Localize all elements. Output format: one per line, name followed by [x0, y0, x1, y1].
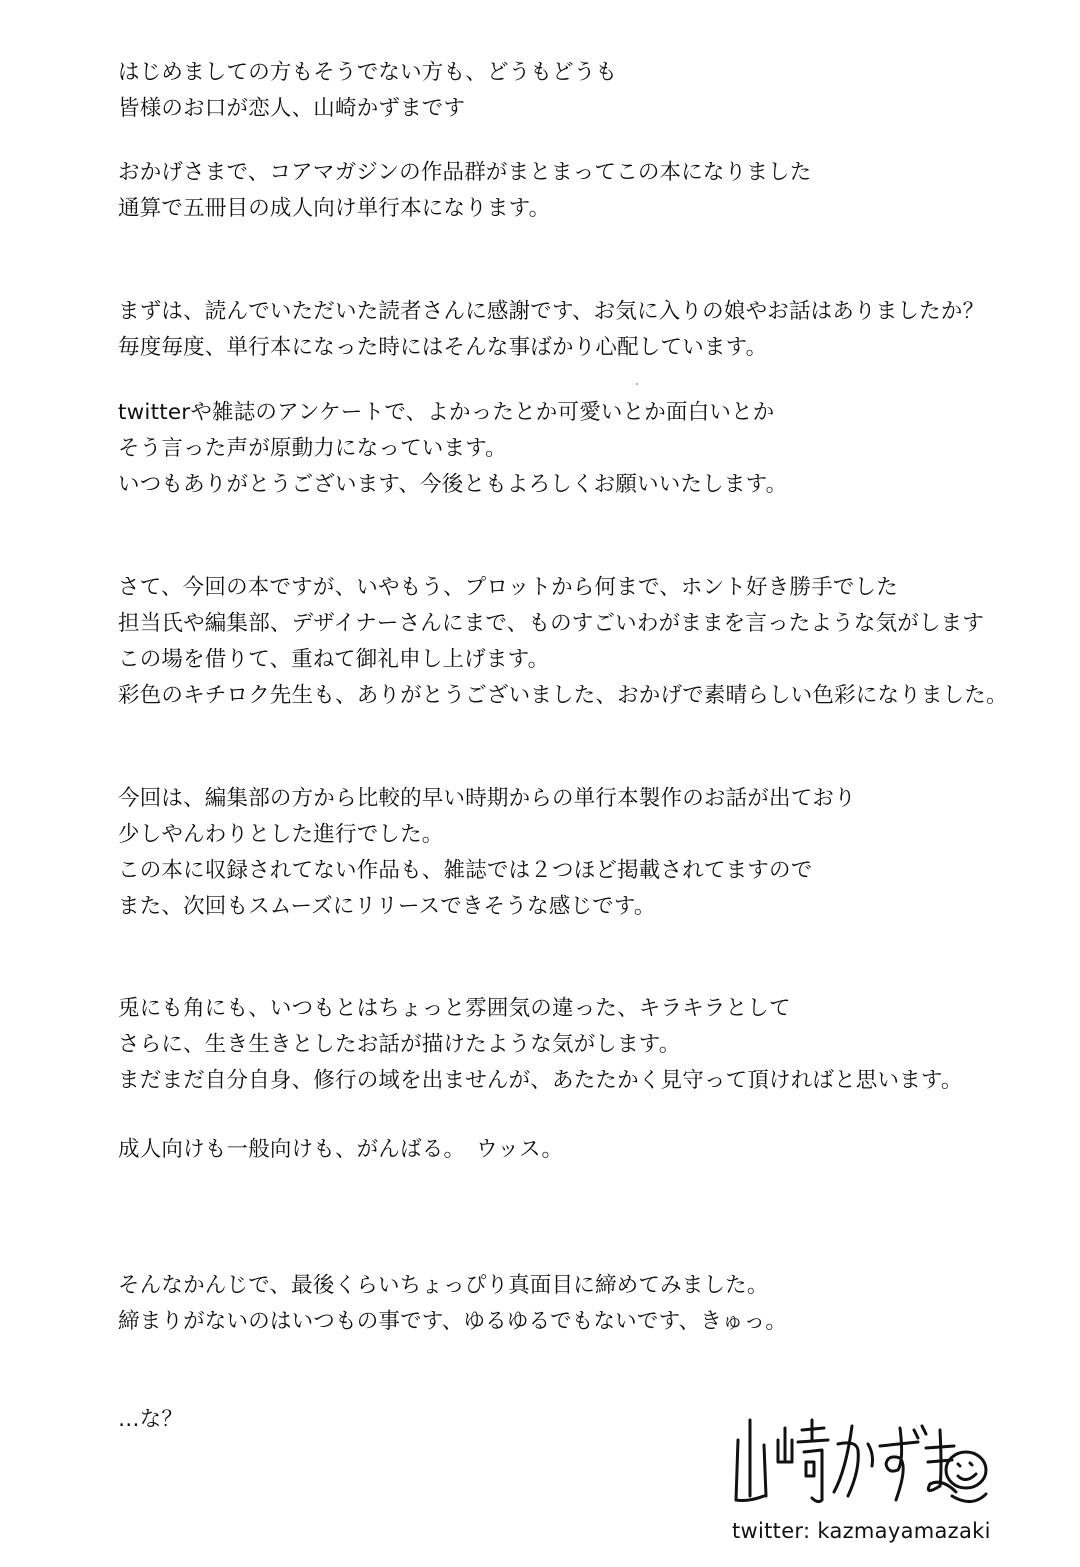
paragraph-production-thanks	[118, 570, 1008, 714]
text-line: 毎度毎度、単行本になった時にはそんな事ばかり心配しています。	[118, 335, 768, 360]
paragraph-twitter-feedback	[118, 395, 787, 503]
text-line: そう言った声が原動力になっています。	[118, 436, 507, 461]
text-line: さて、今回の本ですが、いやもう、プロットから何まで、ホント好き勝手でした	[118, 575, 898, 600]
paragraph-atmosphere	[118, 991, 963, 1099]
paragraph-greeting	[118, 55, 617, 127]
text-line: 今回は、編集部の方から比較的早い時期からの単行本製作のお話が出ており	[118, 786, 856, 811]
paragraph-book-intro	[118, 155, 811, 227]
text-line: 兎にも角にも、いつもとはちょっと雰囲気の違った、キラキラとして	[118, 996, 791, 1021]
paragraph-na	[118, 1402, 183, 1438]
text-line: twitterや雑誌のアンケートで、よかったとか可愛いとか面白いとか	[118, 400, 775, 425]
text-line: 締まりがないのはいつもの事です、ゆるゆるでもないです、きゅっ。	[118, 1309, 788, 1334]
text-line: おかげさまで、コアマガジンの作品群がまとまってこの本になりました	[118, 160, 812, 185]
text-line: また、次回もスムーズにリリースできそうな感じです。	[118, 894, 656, 919]
text-line: 成人向けも一般向けも、がんばる。 ウッス。	[118, 1137, 564, 1162]
paragraph-ganbaru	[118, 1132, 563, 1168]
handwritten-signature	[728, 1400, 990, 1520]
text-line: 担当氏や編集部、デザイナーさんにまで、ものすごいわがままを言ったような気がします	[118, 611, 985, 636]
text-line: この本に収録されてない作品も、雑誌では２つほど掲載されてますので	[118, 858, 813, 883]
text-line: はじめましての方もそうでない方も、どうもどうも	[118, 60, 618, 85]
paragraph-thanks-readers	[118, 294, 984, 366]
text-line: まだまだ自分自身、修行の域を出ませんが、あたたかく見守って頂ければと思います。	[118, 1068, 963, 1093]
text-line: 彩色のキチロク先生も、ありがとうございました、おかげで素晴らしい色彩になりました。	[118, 683, 1008, 708]
paper-speck	[636, 383, 638, 385]
text-line: 少しやんわりとした進行でした。	[118, 822, 444, 847]
text-line: まずは、読んでいただいた読者さんに感謝です、お気に入りの娘やお話はありましたか？	[118, 299, 985, 324]
text-line: そんなかんじで、最後くらいちょっぴり真面目に締めてみました。	[118, 1273, 769, 1298]
paragraph-schedule	[118, 781, 856, 925]
twitter-handle: twitter: kazmayamazaki	[732, 1519, 991, 1543]
text-line: いつもありがとうございます、今後ともよろしくお願いいたします。	[118, 472, 788, 497]
text-line: …な？	[118, 1407, 184, 1432]
text-line: さらに、生き生きとしたお話が描けたような気がします。	[118, 1032, 681, 1057]
text-line: 通算で五冊目の成人向け単行本になります。	[118, 196, 551, 221]
paragraph-closing	[118, 1268, 787, 1340]
text-line: 皆様のお口が恋人、山崎かずまです	[118, 96, 466, 121]
text-line: この場を借りて、重ねて御礼申し上げます。	[118, 647, 550, 672]
